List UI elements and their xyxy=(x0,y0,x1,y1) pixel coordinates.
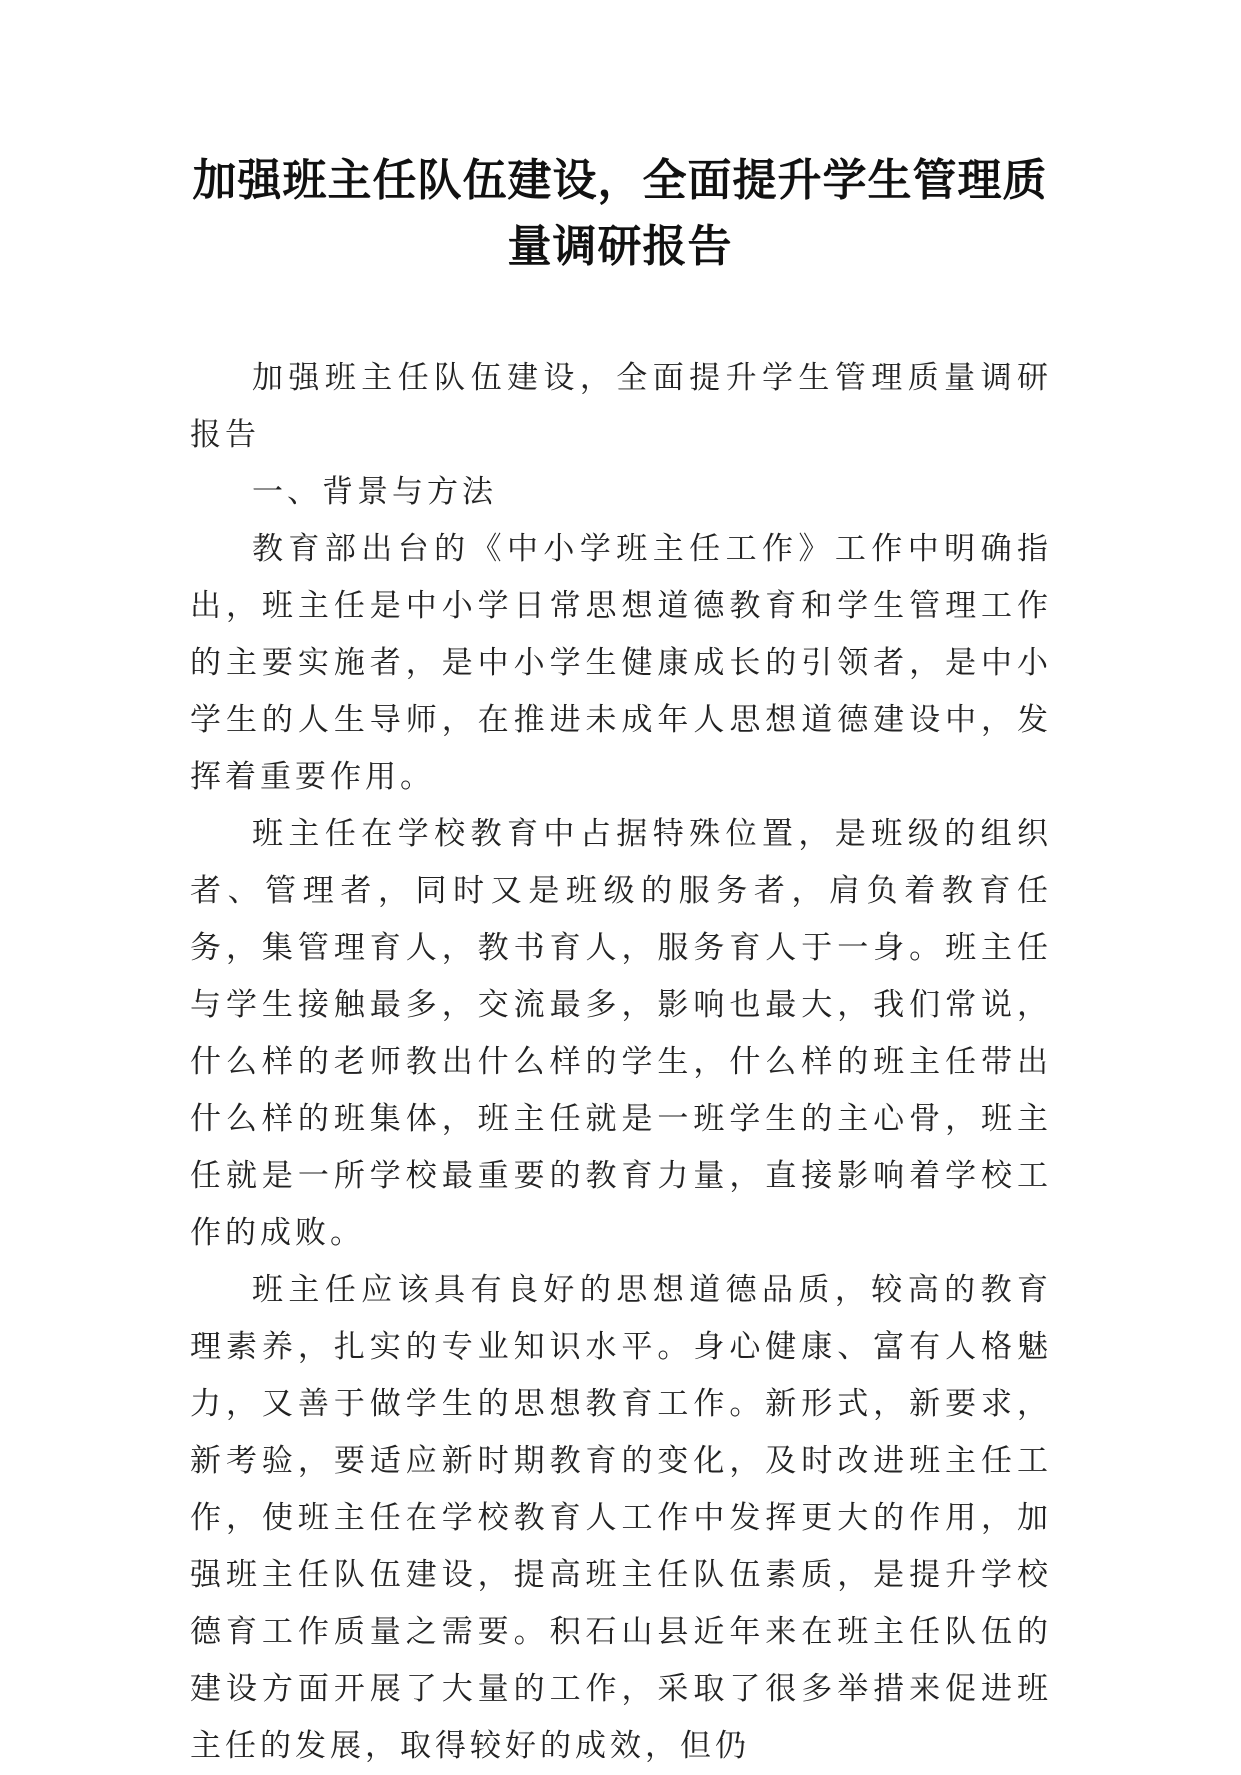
document-title: 加强班主任队伍建设，全面提升学生管理质量调研报告 xyxy=(192,155,1048,272)
paragraph-repeat-title: 加强班主任队伍建设，全面提升学生管理质量调研报告 xyxy=(190,360,1052,453)
document-body xyxy=(190,350,1052,1775)
paragraph-2: 班主任在学校教育中占据特殊位置，是班级的组织者、管理者，同时又是班级的服务者，肩负着教育任务，集管理育人，教书育人，服务育人于一身。班主任与学生接触最多，交流最多，影响也最大，我们常说，什么样的老师教出什么样的学生，什么样的班主任带出什么样的班集体，班主任就是一班学生的主心骨，班主任就是一所学校最重要的教育力量，直接影响着学校工作的成败。 xyxy=(190,816,1052,1251)
paragraph-3: 班主任应该具有良好的思想道德品质，较高的教育理素养，扎实的专业知识水平。身心健康、富有人格魅力，又善于做学生的思想教育工作。新形式，新要求，新考验，要适应新时期教育的变化，及时改进班主任工作，使班主任在学校教育人工作中发挥更大的作用，加强班主任队伍建设，提高班主任队伍素质，是提升学校德育工作质量之需要。积石山县近年来在班主任队伍的建设方面开展了大量的工作，采取了很多举措来促进班主任的发展，取得较好的成效，但仍 xyxy=(190,1272,1052,1764)
paragraph-1: 教育部出台的《中小学班主任工作》工作中明确指出，班主任是中小学日常思想道德教育和学生管理工作的主要实施者，是中小学生健康成长的引领者，是中小学生的人生导师，在推进未成年人思想道德建设中，发挥着重要作用。 xyxy=(190,531,1052,795)
section-heading-background: 一、背景与方法 xyxy=(252,474,497,510)
